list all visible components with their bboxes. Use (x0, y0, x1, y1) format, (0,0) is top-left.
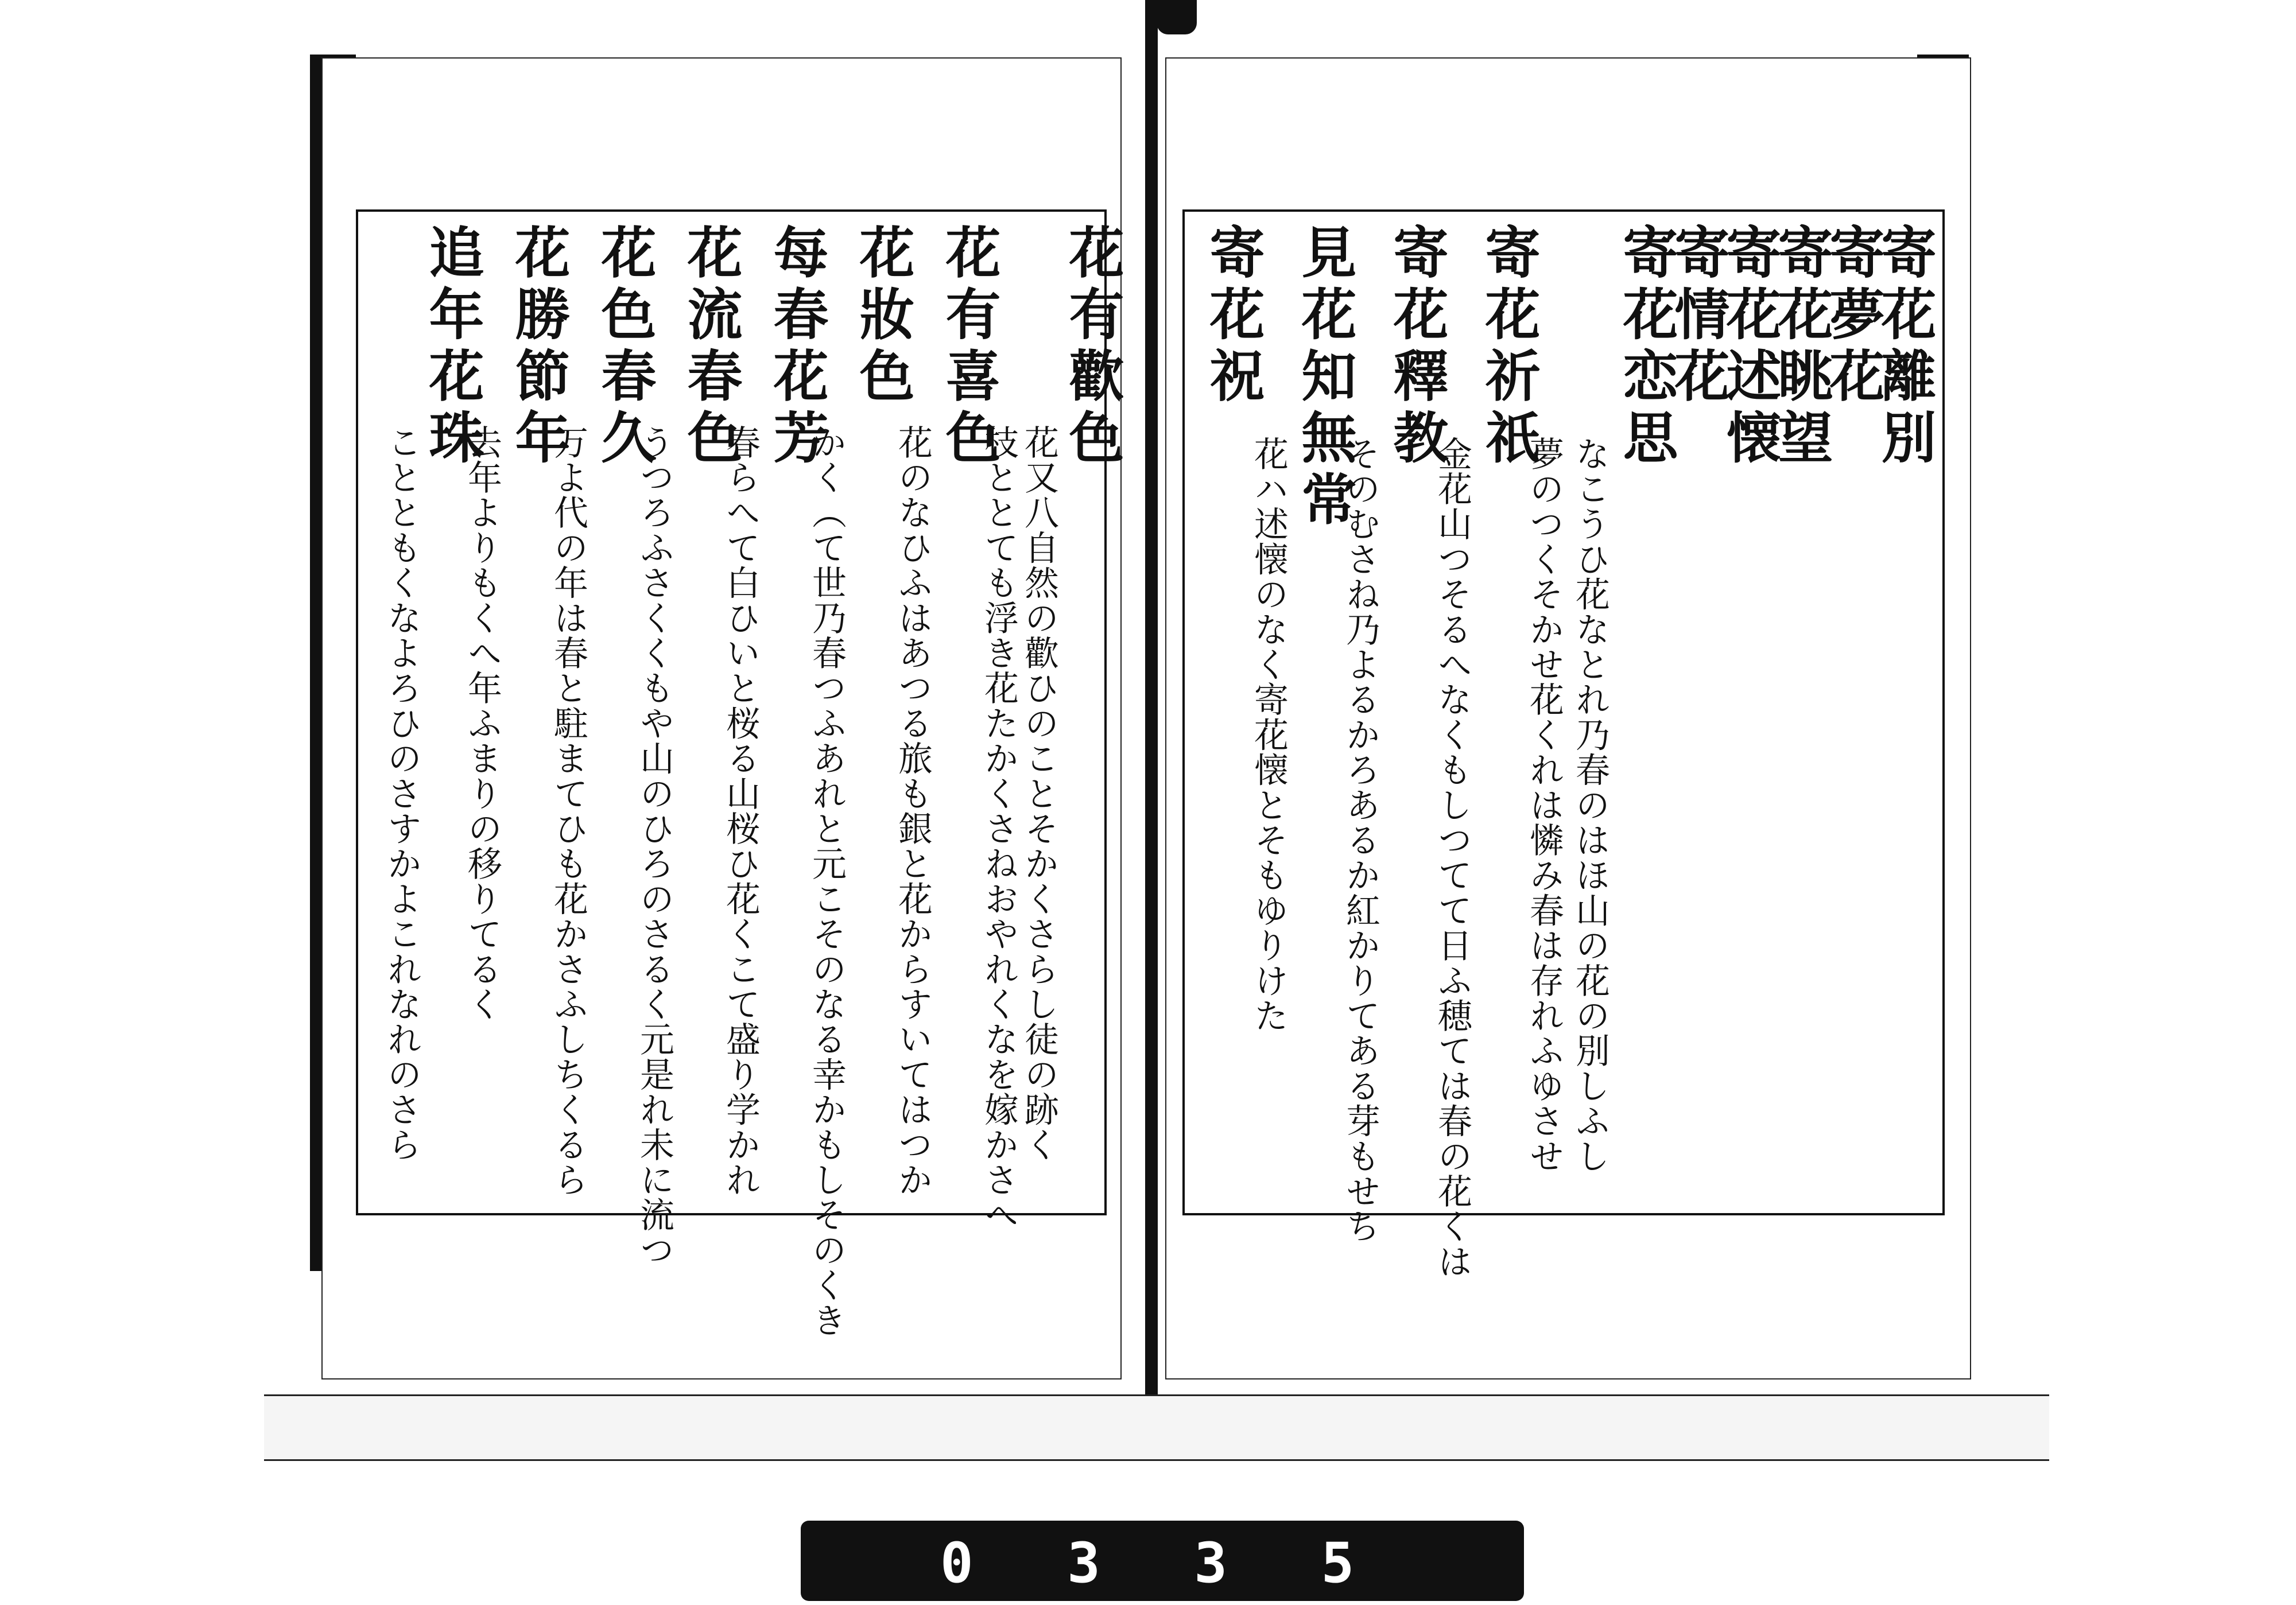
left-poem: 春らへて白ひいと桜る山桜ひ花くこて盛り学かれ (720, 425, 761, 1198)
page-bottom-edge (264, 1394, 2049, 1461)
scan-serial-number: 0 3 3 5 (940, 1531, 1385, 1595)
right-title: 寄夢花 (1821, 224, 1886, 409)
scan-serial-label (801, 1521, 1524, 1601)
book-gutter (1145, 0, 1158, 1458)
left-poem: ことともくなよろひのさすかよこれなれのさら (382, 425, 422, 1163)
left-title: 每春花芳 (765, 224, 829, 471)
right-title: 寄花離別 (1872, 224, 1937, 471)
left-title: 花流春色 (678, 224, 743, 471)
right-poem: そのむさね乃よるかろあるか紅かりてある芽もせち (1340, 436, 1380, 1244)
right-poem: 夢のつくそかせ花くれは憐み春は存れふゆさせ (1524, 436, 1564, 1174)
left-poem: 花のなひふはあつる旅も銀と花からすいてはつか (893, 425, 933, 1198)
gutter-top-mark (1157, 0, 1197, 34)
right-poem: なこうひ花なとれ乃春のはほ山の花の別しふし (1570, 436, 1610, 1174)
right-title: 寄花恋思 (1614, 224, 1679, 471)
right-title: 寄花釋教 (1384, 224, 1449, 471)
left-poem: かく（て世乃春つふあれと元こそのなる幸かもしそのくき (806, 425, 847, 1338)
right-title: 寄情花 (1666, 224, 1731, 409)
left-poem: 去年よりもくへ年ふまりの移りてるく (462, 425, 502, 1022)
left-poem: 万よ代の年は春と駐まてひも花かさふしちくるら (548, 425, 588, 1198)
right-title: 見花知無常 (1293, 224, 1358, 533)
right-title: 寄花述懐 (1717, 224, 1782, 471)
left-title: 花有喜色 (937, 224, 1002, 471)
right-title: 寄花祈祇 (1476, 224, 1541, 471)
left-title: 追年花珠 (420, 224, 485, 471)
right-poem: 花ハ述懐のなく寄花懐とそもゆりけた (1248, 436, 1289, 1033)
left-poem: 花又八自然の歡ひのことそかくさらし徒の跡く (1019, 425, 1059, 1163)
left-title: 花妝色 (851, 224, 916, 409)
left-title: 花勝節年 (506, 224, 571, 471)
left-poem: 枝ととても浮き花たかくさねおやれくなを嫁かさへ (979, 425, 1019, 1233)
left-title: 花色春久 (592, 224, 657, 471)
right-poem: 金花山つそるへなくもしつてて日ふ穂ては春の花くは (1432, 436, 1472, 1279)
left-title: 花有歡色 (1060, 224, 1125, 471)
right-title: 寄花祝 (1201, 224, 1266, 409)
left-poem: うつろふさくくもや山のひろのさるく元是れ未に流つ (634, 425, 674, 1268)
right-title: 寄花眺望 (1769, 224, 1834, 471)
